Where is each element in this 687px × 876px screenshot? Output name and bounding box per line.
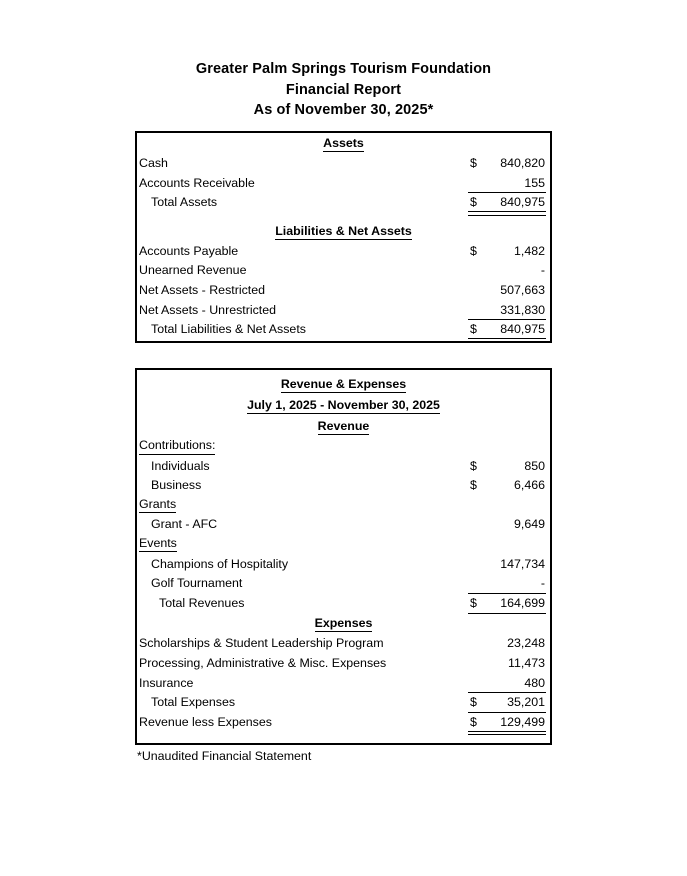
- row-currency-total-revenues: $: [470, 595, 477, 610]
- row-currency-accounts-payable: $: [470, 243, 477, 258]
- row-label-scholarships: Scholarships & Student Leadership Program: [139, 636, 384, 651]
- table-row-total: [137, 193, 550, 213]
- table-row: [137, 242, 550, 262]
- row-amount-cash: 840,820: [500, 156, 545, 170]
- row-label-golf-tournament: Golf Tournament: [151, 576, 243, 591]
- report-title-block: [0, 59, 687, 121]
- row-label-champions-of-hospitality: Champions of Hospitality: [151, 556, 289, 571]
- row-amount-business: 6,466: [513, 478, 545, 493]
- category-row-grants: [137, 496, 550, 516]
- row-currency-business: $: [470, 478, 477, 493]
- row-label-total-liabilities-net-assets: Total Liabilities & Net Assets: [151, 322, 306, 337]
- row-amount-revenue-less-expenses: 129,499: [500, 714, 545, 729]
- row-label-individuals: Individuals: [151, 458, 210, 473]
- row-amount-unearned-revenue: -: [540, 263, 545, 278]
- row-amount-accounts-payable: 1,482: [513, 243, 545, 258]
- category-label-grants: Grants: [139, 496, 176, 514]
- row-label-cash: Cash: [139, 156, 168, 170]
- table-row: [137, 555, 550, 575]
- footnote: *Unaudited Financial Statement: [137, 749, 312, 763]
- category-label-events: Events: [139, 535, 177, 553]
- table-row: [137, 515, 550, 535]
- expenses-heading-row: [137, 613, 550, 634]
- row-amount-total-expenses: 35,201: [507, 695, 545, 710]
- row-amount-individuals: 850: [524, 458, 545, 473]
- row-amount-scholarships: 23,248: [507, 636, 545, 651]
- table-row: [137, 301, 550, 321]
- report-title-line-3: As of November 30, 2025*: [253, 102, 434, 118]
- assets-heading-row: [137, 133, 550, 154]
- row-amount-accounts-receivable: 155: [524, 175, 545, 190]
- revenue-heading-row: [137, 416, 550, 437]
- revenue-expenses-heading: Revenue & Expenses: [280, 377, 407, 391]
- row-amount-net-assets-restricted: 507,663: [500, 282, 545, 297]
- row-amount-total-liabilities-net-assets: 840,975: [500, 322, 545, 337]
- row-label-processing-admin: Processing, Administrative & Misc. Expenses: [139, 655, 387, 670]
- liabilities-heading: Liabilities & Net Assets: [275, 223, 412, 238]
- table-row: [137, 154, 550, 174]
- row-currency-individuals: $: [470, 458, 477, 473]
- table-row: [137, 654, 550, 674]
- revenue-expenses-box: [135, 368, 552, 745]
- assets-heading: Assets: [323, 136, 364, 150]
- balance-sheet-box: [135, 131, 552, 343]
- category-row-events: [137, 535, 550, 555]
- table-row-total: [137, 594, 550, 614]
- table-row: [137, 261, 550, 281]
- row-label-net-assets-restricted: Net Assets - Restricted: [139, 282, 266, 297]
- table-row: [137, 574, 550, 594]
- row-amount-total-assets: 840,975: [500, 195, 545, 210]
- table-row: [137, 674, 550, 694]
- row-amount-insurance: 480: [524, 675, 545, 690]
- row-label-grant-afc: Grant - AFC: [151, 517, 218, 532]
- row-currency-total-expenses: $: [470, 695, 477, 710]
- row-currency-cash: $: [470, 156, 477, 170]
- table-row: [137, 476, 550, 496]
- row-amount-golf-tournament: -: [540, 576, 545, 591]
- table-row: [137, 281, 550, 301]
- row-label-total-expenses: Total Expenses: [151, 695, 236, 710]
- row-label-insurance: Insurance: [139, 675, 194, 690]
- row-label-accounts-payable: Accounts Payable: [139, 243, 239, 258]
- row-amount-net-assets-unrestricted: 331,830: [500, 302, 545, 317]
- grand-total-rule: [468, 731, 546, 735]
- revenue-heading: Revenue: [317, 419, 370, 433]
- period-heading-row: [137, 395, 550, 416]
- row-amount-total-revenues: 164,699: [500, 595, 545, 610]
- table-row-total: [137, 320, 550, 340]
- report-title-line-1: Greater Palm Springs Tourism Foundation: [195, 61, 492, 77]
- grand-total-rule: [468, 338, 546, 342]
- row-amount-champions-of-hospitality: 147,734: [500, 556, 545, 571]
- table-row: [137, 457, 550, 477]
- category-label-contributions: Contributions:: [139, 437, 215, 455]
- row-label-net-assets-unrestricted: Net Assets - Unrestricted: [139, 302, 277, 317]
- liabilities-heading-row: [137, 221, 550, 242]
- row-label-unearned-revenue: Unearned Revenue: [139, 263, 247, 278]
- row-currency-total-liabilities-net-assets: $: [470, 322, 477, 337]
- category-row-contributions: [137, 437, 550, 457]
- expenses-heading: Expenses: [314, 616, 373, 631]
- table-row: [137, 174, 550, 194]
- row-label-total-assets: Total Assets: [151, 195, 218, 210]
- row-amount-processing-admin: 11,473: [508, 655, 545, 670]
- row-label-revenue-less-expenses: Revenue less Expenses: [139, 714, 272, 729]
- row-currency-revenue-less-expenses: $: [470, 714, 477, 729]
- row-amount-grant-afc: 9,649: [513, 517, 545, 532]
- revenue-expenses-heading-row: [137, 374, 550, 395]
- row-label-total-revenues: Total Revenues: [159, 595, 245, 610]
- table-row-total: [137, 693, 550, 713]
- table-row: [137, 634, 550, 654]
- grand-total-rule: [468, 211, 546, 215]
- table-row-net: [137, 713, 550, 733]
- period-heading: July 1, 2025 - November 30, 2025: [247, 398, 440, 412]
- row-currency-total-assets: $: [470, 195, 477, 210]
- row-label-business: Business: [151, 478, 202, 493]
- row-label-accounts-receivable: Accounts Receivable: [139, 175, 255, 190]
- report-title-line-2: Financial Report: [285, 81, 402, 98]
